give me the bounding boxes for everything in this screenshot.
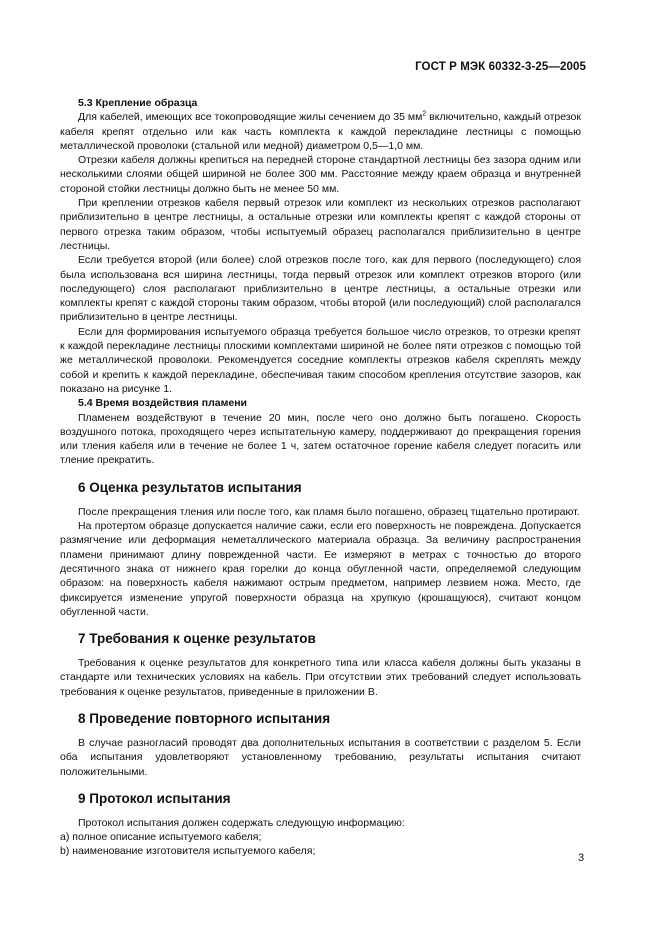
subsection-5-4-title: 5.4 Время воздействия пламени [78, 397, 247, 410]
paragraph: Протокол испытания должен содержать следующую информацию: [78, 816, 405, 829]
paragraph: При креплении отрезков кабеля первый отрезок или комплект из нескольких отрезков располагают приблизительно в центре лестницы, а остальные отрезки или комплекты крепят с каждой стороны от первого отрезка таким образом, чтобы испытуемый образец располагался приблизительно в центре лестницы. [60, 197, 581, 252]
document-body [60, 96, 581, 859]
list-item: a) полное описание испытуемого кабеля; [60, 831, 262, 844]
paragraph: Отрезки кабеля должны крепиться на передней стороне стандартной лестницы без зазора одним или несколькими слоями общей шириной не более 300 мм. Расстояние между краем образца и внутренней стороной стойки лестницы должно быть не менее 50 мм. [60, 154, 581, 195]
subsection-5-3-title: 5.3 Крепление образца [78, 97, 198, 109]
paragraph: После прекращения тления или после того, как пламя было погашено, образец тщательно протирают. [78, 505, 580, 518]
standard-header: ГОСТ Р МЭК 60332-3-25—2005 [415, 61, 586, 73]
paragraph [60, 110, 581, 153]
section-7-title: 7 Требования к оценке результатов [78, 631, 316, 647]
section-6-title: 6 Оценка результатов испытания [78, 479, 302, 495]
superscript: 2 [422, 110, 427, 118]
page-number: 3 [578, 852, 585, 864]
paragraph: На протертом образце допускается наличие сажи, если его поверхность не повреждена. Допускается размягчение или деформация неметаллического материала образца. За величину распространения пламени принимают длину поврежденной части. Ее измеряют в метрах с точностью до второго десятичного знака от нижнего края горелки до конца обугленной части, определяемой следующим образом: на поверхность кабеля нажимают острым предметом, например лезвием ножа. Место, где фиксируется изменение упругой поверхности образца на хрупкую (крошащуюся), считают концом обугленной части. [60, 520, 581, 618]
list-item: b) наименование изготовителя испытуемого кабеля; [60, 845, 316, 858]
paragraph: Требования к оценке результатов для конкретного типа или класса кабеля должны быть указаны в стандарте или технических условиях на кабель. При отсутствии этих требований следует использовать требования к оценке результатов, приведенные в приложении В. [60, 657, 581, 698]
paragraph: Если для формирования испытуемого образца требуется большое число отрезков, то отрезки крепят к каждой перекладине лестницы плоскими комплектами шириной не более пяти отрезков с помощью той же металлической проволоки. Рекомендуется соседние комплекты отрезков кабеля скреплять между собой и крепить к каждой перекладине, обеспечивая таким способом крепления отсутствие зазоров, как показано на рисунке 1. [60, 325, 581, 395]
paragraph-text: включительно, каждый отрезок кабеля крепят отдельно или как часть комплекта к каждой перекладине лестницы с помощью металлической проволоки (стальной или медной) диаметром 0,5—1,0 мм. [60, 111, 581, 152]
section-8-title: 8 Проведение повторного испытания [78, 710, 331, 726]
paragraph-text: Для кабелей, имеющих все токопроводящие жилы сечением до 35 мм [78, 111, 423, 124]
paragraph: Если требуется второй (или более) слой отрезков после того, как для первого (последующего) слоя была использована вся ширина лестницы, тогда первый отрезок или комплект отрезков второго (или последующего) слоя располагают приблизительно в центре лестницы, а остальные отрезки или комплекты крепят с каждой стороны таким образом, чтобы второй (или последующий) слой располагался приблизительно в центре лестницы. [60, 254, 581, 324]
paragraph: Пламенем воздействуют в течение 20 мин, после чего оно должно быть погашено. Скорость воздушного потока, проходящего через испытательную камеру, поддерживают до прекращения горения или тления кабеля или в течение не более 1 ч, затем остаточное горение кабеля следует погасить или тление прекратить. [60, 411, 581, 467]
paragraph: В случае разногласий проводят два дополнительных испытания в соответствии с разделом 5. Если оба испытания удовлетворяют установленному требованию, результаты испытания считают положительными. [60, 736, 581, 778]
section-9-title: 9 Протокол испытания [78, 790, 231, 806]
